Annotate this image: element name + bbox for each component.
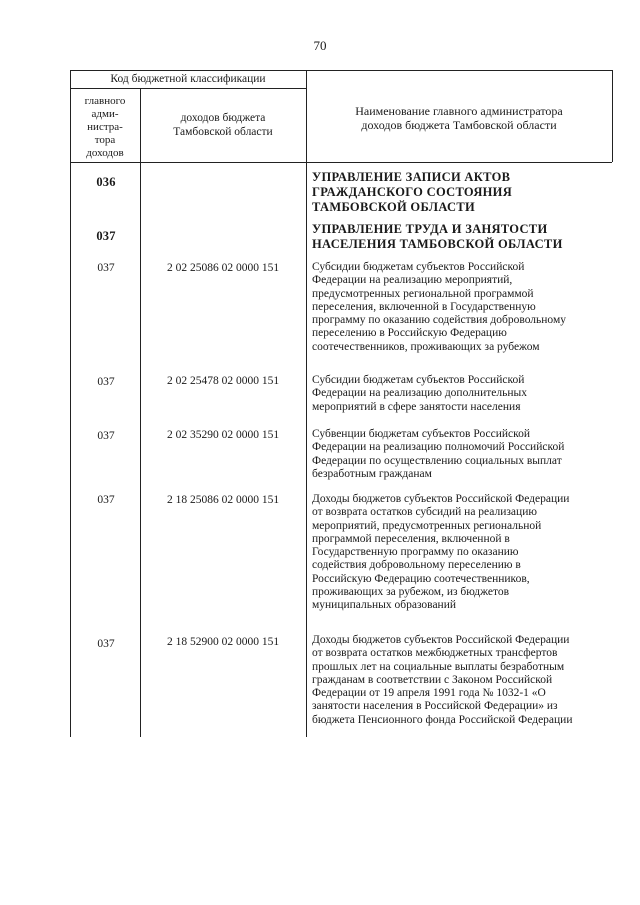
name-line: переселения, включенной в Государственную (312, 300, 536, 313)
income-code-cell: 2 18 52900 02 0000 151 (166, 636, 280, 648)
name-line: муниципальных образований (312, 599, 457, 612)
admin-code-cell: 037 (96, 229, 116, 243)
name-line: проживающих за рубежом, из бюджетов (312, 586, 510, 599)
table-right-border (612, 70, 613, 162)
column-divider-1 (140, 88, 141, 737)
table-left-border (70, 70, 71, 737)
header-income-line: доходов бюджета (180, 112, 266, 124)
name-line: Федерации от 19 апреля 1991 года № 1032-1 «О (312, 687, 546, 700)
name-line: Федерации на реализацию мероприятий, (312, 274, 513, 287)
name-line: прошлых лет на социальные выплаты безработным (312, 660, 565, 673)
header-admin-line: адми- (91, 108, 119, 120)
name-line: от возврата остатков субсидий на реализацию (312, 506, 537, 519)
header-income-line: Тамбовской области (173, 125, 273, 138)
name-cell (312, 261, 610, 354)
name-line: НАСЕЛЕНИЯ ТАМБОВСКОЙ ОБЛАСТИ (312, 237, 563, 251)
name-line: содействия добровольному переселению в (312, 559, 521, 572)
name-line: Федерации по осуществлению социальных выплат (312, 454, 562, 467)
admin-code-cell: 037 (97, 262, 115, 274)
header-name (306, 104, 612, 132)
name-line: ТАМБОВСКОЙ ОБЛАСТИ (312, 200, 476, 214)
name-line: Субсидии бюджетам субъектов Российской (312, 261, 525, 273)
name-line: УПРАВЛЕНИЕ ТРУДА И ЗАНЯТОСТИ (312, 222, 548, 236)
name-cell (312, 374, 610, 414)
admin-code-cell: 037 (97, 638, 115, 650)
name-line: Федерации на реализацию полномочий Российской (312, 441, 565, 454)
name-cell (312, 222, 612, 252)
name-line: гражданам в соответствии с Законом Российской (312, 673, 553, 686)
admin-code-cell: 037 (97, 430, 115, 442)
name-line: Субсидии бюджетам субъектов Российской (312, 374, 525, 386)
name-line: переселению в Российскую Федерацию (312, 327, 507, 340)
income-code-cell: 2 02 25086 02 0000 151 (166, 262, 280, 274)
income-code-cell: 2 18 25086 02 0000 151 (166, 494, 280, 506)
name-line: программой переселения, включенной в (312, 532, 510, 545)
name-cell (312, 634, 610, 727)
header-admin-line: главного (84, 95, 126, 107)
income-code-cell: 2 02 25478 02 0000 151 (166, 375, 280, 387)
admin-code-cell: 037 (97, 376, 115, 388)
page-number: 70 (313, 38, 327, 53)
name-line: соотечественников, проживающих за рубежом (312, 340, 540, 353)
name-cell (312, 428, 610, 481)
header-bottom-border (70, 162, 612, 163)
name-line: ГРАЖДАНСКОГО СОСТОЯНИЯ (312, 185, 513, 199)
income-code-cell: 2 02 35290 02 0000 151 (166, 429, 280, 441)
column-divider-2 (306, 70, 307, 737)
header-admin-code (70, 95, 140, 160)
name-line: Доходы бюджетов субъектов Российской Федерации (312, 493, 570, 505)
name-line: от возврата остатков межбюджетных трансфертов (312, 647, 558, 660)
header-admin-line: нистра- (87, 121, 123, 133)
table-top-border (70, 70, 612, 71)
name-line: безработным гражданам (312, 467, 432, 480)
name-line: УПРАВЛЕНИЕ ЗАПИСИ АКТОВ (312, 170, 511, 184)
name-cell (312, 493, 610, 613)
name-line: Федерации на реализацию дополнительных (312, 387, 527, 400)
name-line: Государственную программу по оказанию (312, 546, 519, 559)
admin-code-cell: 037 (97, 494, 115, 506)
name-line: Российскую Федерацию соотечественников, (312, 572, 530, 585)
header-income-code (140, 112, 306, 139)
name-line: мероприятий в сфере занятости населения (312, 400, 521, 413)
header-name-line: доходов бюджета Тамбовской области (361, 118, 557, 132)
name-line: Доходы бюджетов субъектов Российской Федерации (312, 634, 570, 646)
name-line: мероприятий, предусмотренных региональной (312, 519, 542, 532)
header-group-divider (70, 88, 306, 89)
name-line: бюджета Пенсионного фонда Российской Федерации (312, 713, 573, 726)
header-name-line: Наименование главного администратора (355, 104, 563, 118)
admin-code-cell: 036 (96, 175, 116, 189)
name-line: предусмотренных региональной программой (312, 287, 534, 300)
name-cell (312, 170, 612, 215)
name-line: Субвенции бюджетам субъектов Российской (312, 428, 531, 440)
header-admin-line: доходов (86, 147, 124, 159)
header-group-label: Код бюджетной классификации (110, 73, 266, 85)
header-admin-line: тора (94, 134, 116, 146)
name-line: занятости населения в Российской Федерации» из (312, 700, 558, 713)
name-line: программу по оказанию содействия добровольному (312, 314, 566, 327)
